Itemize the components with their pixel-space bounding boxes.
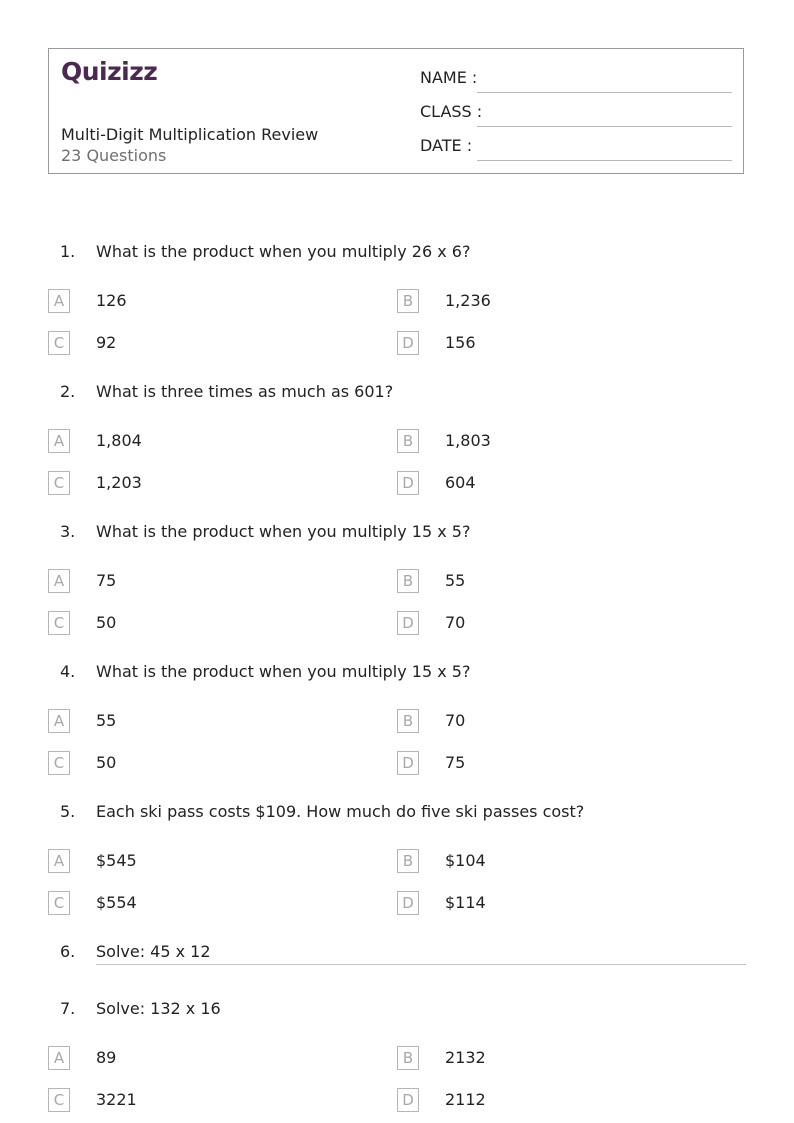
option-text: 55: [96, 711, 117, 730]
question-number: 3.: [60, 522, 76, 541]
option-text: 2112: [445, 1090, 486, 1109]
option-text: 55: [445, 571, 466, 590]
option-text: 604: [445, 473, 476, 492]
option-letter-box[interactable]: C: [48, 1088, 70, 1112]
option-letter-box[interactable]: A: [48, 569, 70, 593]
option-text: 1,203: [96, 473, 142, 492]
option-text: 2132: [445, 1048, 486, 1067]
question-text: What is the product when you multiply 26 x 6?: [96, 242, 471, 261]
option-text: 3221: [96, 1090, 137, 1109]
option-text: 75: [96, 571, 117, 590]
quizizz-logo: Quizizz: [61, 57, 158, 86]
option-letter-box[interactable]: C: [48, 471, 70, 495]
question-text: What is the product when you multiply 15 x 5?: [96, 522, 471, 541]
question-number: 2.: [60, 382, 76, 401]
option-text: $114: [445, 893, 486, 912]
option-letter-box[interactable]: D: [397, 1088, 419, 1112]
option-letter-box[interactable]: A: [48, 289, 70, 313]
question-number: 1.: [60, 242, 76, 261]
option-text: 1,236: [445, 291, 491, 310]
question-number: 7.: [60, 999, 76, 1018]
option-letter-box[interactable]: D: [397, 471, 419, 495]
date-label: DATE :: [420, 136, 473, 155]
question-text: Solve: 45 x 12: [96, 942, 211, 961]
option-letter-box[interactable]: D: [397, 331, 419, 355]
option-text: 89: [96, 1048, 117, 1067]
option-letter-box[interactable]: A: [48, 1046, 70, 1070]
option-letter-box[interactable]: C: [48, 751, 70, 775]
option-text: 126: [96, 291, 127, 310]
option-text: 75: [445, 753, 466, 772]
answer-line[interactable]: [96, 964, 746, 965]
option-text: $104: [445, 851, 486, 870]
question-count: 23 Questions: [61, 146, 167, 165]
name-field[interactable]: [420, 68, 732, 96]
class-line: [477, 126, 732, 127]
option-letter-box[interactable]: B: [397, 569, 419, 593]
option-text: 156: [445, 333, 476, 352]
option-letter-box[interactable]: C: [48, 331, 70, 355]
class-label: CLASS :: [420, 102, 483, 121]
option-letter-box[interactable]: D: [397, 611, 419, 635]
name-line: [477, 92, 732, 93]
option-text: 1,803: [445, 431, 491, 450]
date-field[interactable]: [420, 136, 732, 164]
option-letter-box[interactable]: C: [48, 891, 70, 915]
option-text: 50: [96, 753, 117, 772]
option-text: 92: [96, 333, 117, 352]
option-text: 1,804: [96, 431, 142, 450]
question-text: What is three times as much as 601?: [96, 382, 394, 401]
option-text: 70: [445, 613, 466, 632]
option-letter-box[interactable]: A: [48, 429, 70, 453]
class-field[interactable]: [420, 102, 732, 130]
option-letter-box[interactable]: B: [397, 709, 419, 733]
question-number: 5.: [60, 802, 76, 821]
question-number: 6.: [60, 942, 76, 961]
option-letter-box[interactable]: C: [48, 611, 70, 635]
option-text: 50: [96, 613, 117, 632]
option-text: $554: [96, 893, 137, 912]
name-label: NAME :: [420, 68, 478, 87]
option-letter-box[interactable]: B: [397, 429, 419, 453]
option-text: $545: [96, 851, 137, 870]
option-letter-box[interactable]: A: [48, 709, 70, 733]
question-number: 4.: [60, 662, 76, 681]
question-text: What is the product when you multiply 15 x 5?: [96, 662, 471, 681]
option-letter-box[interactable]: B: [397, 289, 419, 313]
question-text: Solve: 132 x 16: [96, 999, 221, 1018]
option-letter-box[interactable]: B: [397, 1046, 419, 1070]
option-letter-box[interactable]: D: [397, 751, 419, 775]
worksheet-title: Multi-Digit Multiplication Review: [61, 125, 319, 144]
question-text: Each ski pass costs $109. How much do five ski passes cost?: [96, 802, 585, 821]
date-line: [477, 160, 732, 161]
option-letter-box[interactable]: A: [48, 849, 70, 873]
option-letter-box[interactable]: B: [397, 849, 419, 873]
option-letter-box[interactable]: D: [397, 891, 419, 915]
option-text: 70: [445, 711, 466, 730]
